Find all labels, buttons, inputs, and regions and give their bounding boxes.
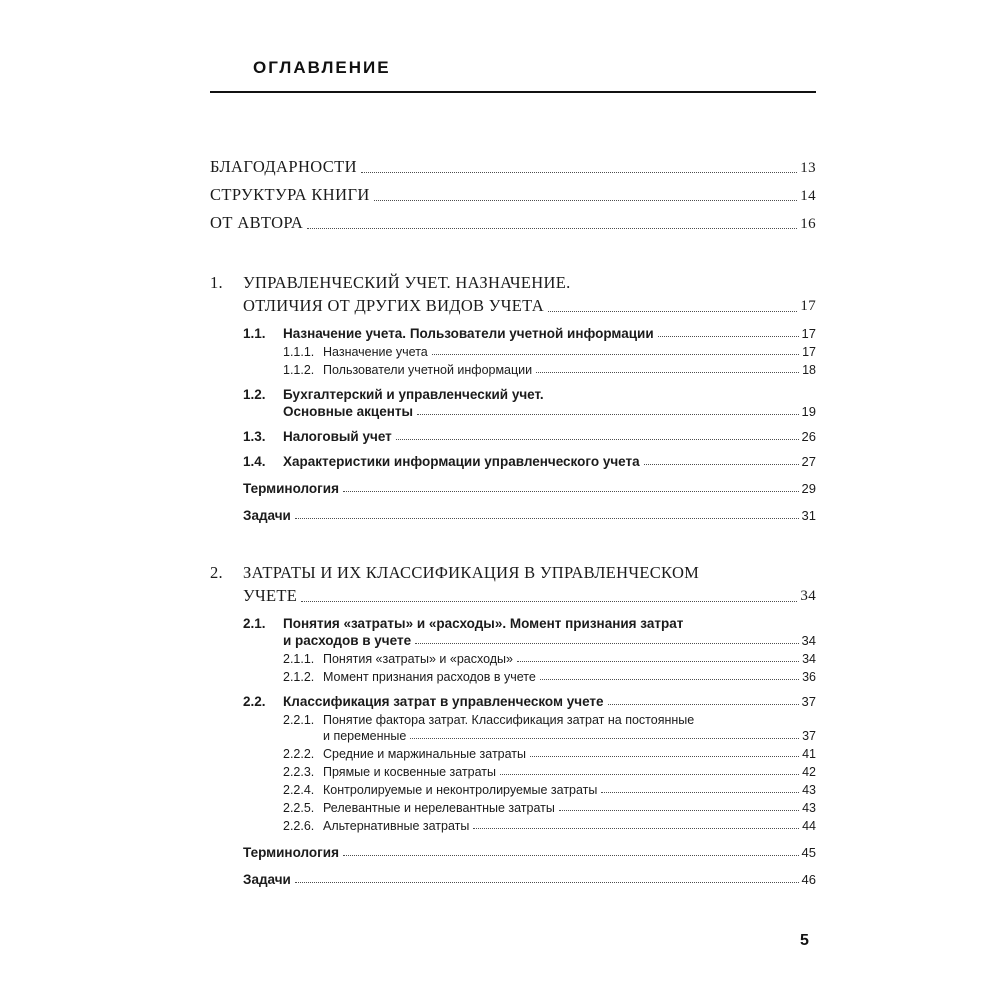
chapter-number: 2. (210, 563, 223, 582)
chapter-heading-line1 (210, 273, 816, 293)
toc-entry-title: БЛАГОДАРНОСТИ (210, 157, 357, 176)
toc-entry-page: 26 (801, 429, 816, 444)
dot-leader (536, 372, 799, 373)
toc-entry-title: Релевантные и нерелевантные затраты (323, 801, 555, 815)
toc-entry-page: 18 (802, 363, 816, 377)
toc-entry-page: 13 (800, 160, 816, 176)
dot-leader (307, 228, 797, 229)
toc-entry-title: Назначение учета. Пользователи учетной информации (283, 326, 654, 341)
chapter-heading (210, 563, 816, 606)
toc-entry-page: 36 (802, 670, 816, 684)
toc-entry-title: Терминология (243, 481, 339, 496)
toc-entry (210, 185, 816, 205)
toc-entry-title: Налоговый учет (283, 429, 392, 444)
toc-entry-title: Назначение учета (323, 345, 428, 359)
page-title: ОГЛАВЛЕНИЕ (253, 58, 391, 77)
toc-entry-line2 (243, 633, 816, 648)
toc-entry-line1 (243, 387, 816, 402)
toc-entry-title: Характеристики информации управленческого учета (283, 454, 640, 469)
toc-entry-page: 29 (801, 481, 816, 496)
toc-entry-page: 34 (802, 652, 816, 666)
front-matter-section (210, 157, 816, 233)
toc-entry-line1 (283, 713, 816, 727)
toc-entry (283, 713, 816, 743)
toc-entry (283, 801, 816, 815)
toc-entry-number: 2.2.2. (283, 747, 315, 761)
toc-entry (283, 670, 816, 684)
toc-entry-number: 2.1.2. (283, 670, 315, 684)
toc-entry (243, 387, 816, 419)
toc-entry-number: 1.1.2. (283, 363, 315, 377)
toc-entry-number: 2.2. (243, 694, 266, 709)
toc-entry (210, 157, 816, 177)
toc-entry-title: Задачи (243, 872, 291, 887)
dot-leader (517, 661, 799, 662)
toc-entry-page: 31 (801, 508, 816, 523)
folio-page-number: 5 (800, 932, 809, 949)
toc-entry-page: 43 (802, 801, 816, 815)
chapter-heading-line2 (210, 296, 816, 316)
toc-entry-title: Альтернативные затраты (323, 819, 470, 833)
dot-leader (473, 828, 799, 829)
toc-entry-page: 34 (800, 588, 816, 604)
toc-entry-number: 2.2.4. (283, 783, 315, 797)
toc-entry-title: Понятия «затраты» и «расходы». Момент признания затрат (283, 616, 684, 631)
chapter-number: 1. (210, 273, 223, 292)
toc-entry (283, 345, 816, 359)
dot-leader (658, 336, 799, 337)
toc-entry-number: 2.1.1. (283, 652, 315, 666)
toc-entry (243, 326, 816, 341)
toc-entry-page: 19 (801, 404, 816, 419)
toc-entry-title-cont: и расходов в учете (283, 633, 412, 648)
dot-leader (548, 311, 797, 312)
toc-entry-title: Понятие фактора затрат. Классификация затрат на постоянные (323, 713, 695, 727)
toc-entry-page: 37 (801, 694, 816, 709)
toc-entry (283, 765, 816, 779)
dot-leader (540, 679, 799, 680)
toc-entry-number: 2.1. (243, 616, 266, 631)
toc-entry (243, 872, 816, 887)
dot-leader (295, 882, 799, 883)
toc-entry-page: 16 (800, 216, 816, 232)
toc-entry (243, 508, 816, 523)
toc-entry-page: 45 (801, 845, 816, 860)
toc-entry-page: 14 (800, 188, 816, 204)
chapter-title-cont: УЧЕТЕ (243, 586, 298, 605)
toc-entry (243, 845, 816, 860)
chapter-1-section (210, 273, 816, 523)
toc-entry (243, 694, 816, 709)
toc-entry-page: 37 (802, 729, 816, 743)
toc-entry-title: Задачи (243, 508, 291, 523)
toc-entry-title: Понятия «затраты» и «расходы» (323, 652, 513, 666)
toc-entry-number: 1.2. (243, 387, 266, 402)
toc-entry-number: 2.2.6. (283, 819, 315, 833)
dot-leader (432, 354, 799, 355)
toc-entry-page: 42 (802, 765, 816, 779)
toc-entry-title: Прямые и косвенные затраты (323, 765, 496, 779)
toc-entry (243, 616, 816, 648)
toc-entry (283, 783, 816, 797)
toc-entry-line1 (243, 616, 816, 631)
toc-entry (283, 819, 816, 833)
toc-entry-number: 1.1. (243, 326, 266, 341)
toc-entry-title: СТРУКТУРА КНИГИ (210, 185, 370, 204)
chapter-2-section (210, 563, 816, 887)
chapter-title-cont: ОТЛИЧИЯ ОТ ДРУГИХ ВИДОВ УЧЕТА (243, 296, 544, 315)
toc-entry-page: 41 (802, 747, 816, 761)
toc-entry-number: 1.4. (243, 454, 266, 469)
dot-leader (343, 855, 799, 856)
toc-entry-title-cont: и переменные (323, 729, 407, 743)
dot-leader (295, 518, 799, 519)
toc-entry-number: 1.3. (243, 429, 266, 444)
dot-leader (530, 756, 799, 757)
toc-entry-number: 2.2.3. (283, 765, 315, 779)
toc-entry-page: 43 (802, 783, 816, 797)
dot-leader (301, 601, 797, 602)
toc-entry-page: 27 (801, 454, 816, 469)
toc-entry (283, 363, 816, 377)
dot-leader (361, 172, 797, 173)
toc-entry-line2 (283, 729, 816, 743)
toc-entry-number: 2.2.5. (283, 801, 315, 815)
toc-entry-title: Терминология (243, 845, 339, 860)
chapter-title: ЗАТРАТЫ И ИХ КЛАССИФИКАЦИЯ В УПРАВЛЕНЧЕСКОМ (243, 563, 700, 582)
dot-leader (343, 491, 799, 492)
dot-leader (396, 439, 799, 440)
toc-entry-title: Контролируемые и неконтролируемые затраты (323, 783, 598, 797)
toc-entry (283, 652, 816, 666)
toc-entry-title: Момент признания расходов в учете (323, 670, 536, 684)
toc-entry (243, 454, 816, 469)
toc-entry (283, 747, 816, 761)
toc-entry-title: Бухгалтерский и управленческий учет. (283, 387, 544, 402)
toc-entry-title: Классификация затрат в управленческом учете (283, 694, 604, 709)
toc-entry (243, 429, 816, 444)
toc-entry-title-cont: Основные акценты (283, 404, 414, 419)
toc-entry (243, 481, 816, 496)
chapter-heading (210, 273, 816, 316)
dot-leader (559, 810, 799, 811)
dot-leader (374, 200, 797, 201)
header-rule (210, 91, 816, 93)
dot-leader (601, 792, 799, 793)
dot-leader (500, 774, 799, 775)
dot-leader (608, 704, 799, 705)
chapter-heading-line2 (210, 586, 816, 606)
dot-leader (415, 643, 798, 644)
toc-entry-page: 17 (801, 326, 816, 341)
toc-entry (210, 213, 816, 233)
toc-entry-title: Средние и маржинальные затраты (323, 747, 527, 761)
chapter-title: УПРАВЛЕНЧЕСКИЙ УЧЕТ. НАЗНАЧЕНИЕ. (243, 273, 571, 292)
toc-entry-page: 44 (802, 819, 816, 833)
dot-leader (417, 414, 799, 415)
toc-entry-number: 1.1.1. (283, 345, 315, 359)
toc-entry-page: 17 (802, 345, 816, 359)
toc-entry-title: Пользователи учетной информации (323, 363, 533, 377)
toc-entry-line2 (243, 404, 816, 419)
toc-entry-page: 46 (801, 872, 816, 887)
chapter-heading-line1 (210, 563, 816, 583)
dot-leader (644, 464, 799, 465)
toc-entry-number: 2.2.1. (283, 713, 315, 727)
toc-entry-page: 17 (800, 298, 816, 314)
dot-leader (410, 738, 799, 739)
toc-content (210, 58, 816, 887)
toc-entry-page: 34 (801, 633, 816, 648)
toc-entry-title: ОТ АВТОРА (210, 213, 304, 232)
